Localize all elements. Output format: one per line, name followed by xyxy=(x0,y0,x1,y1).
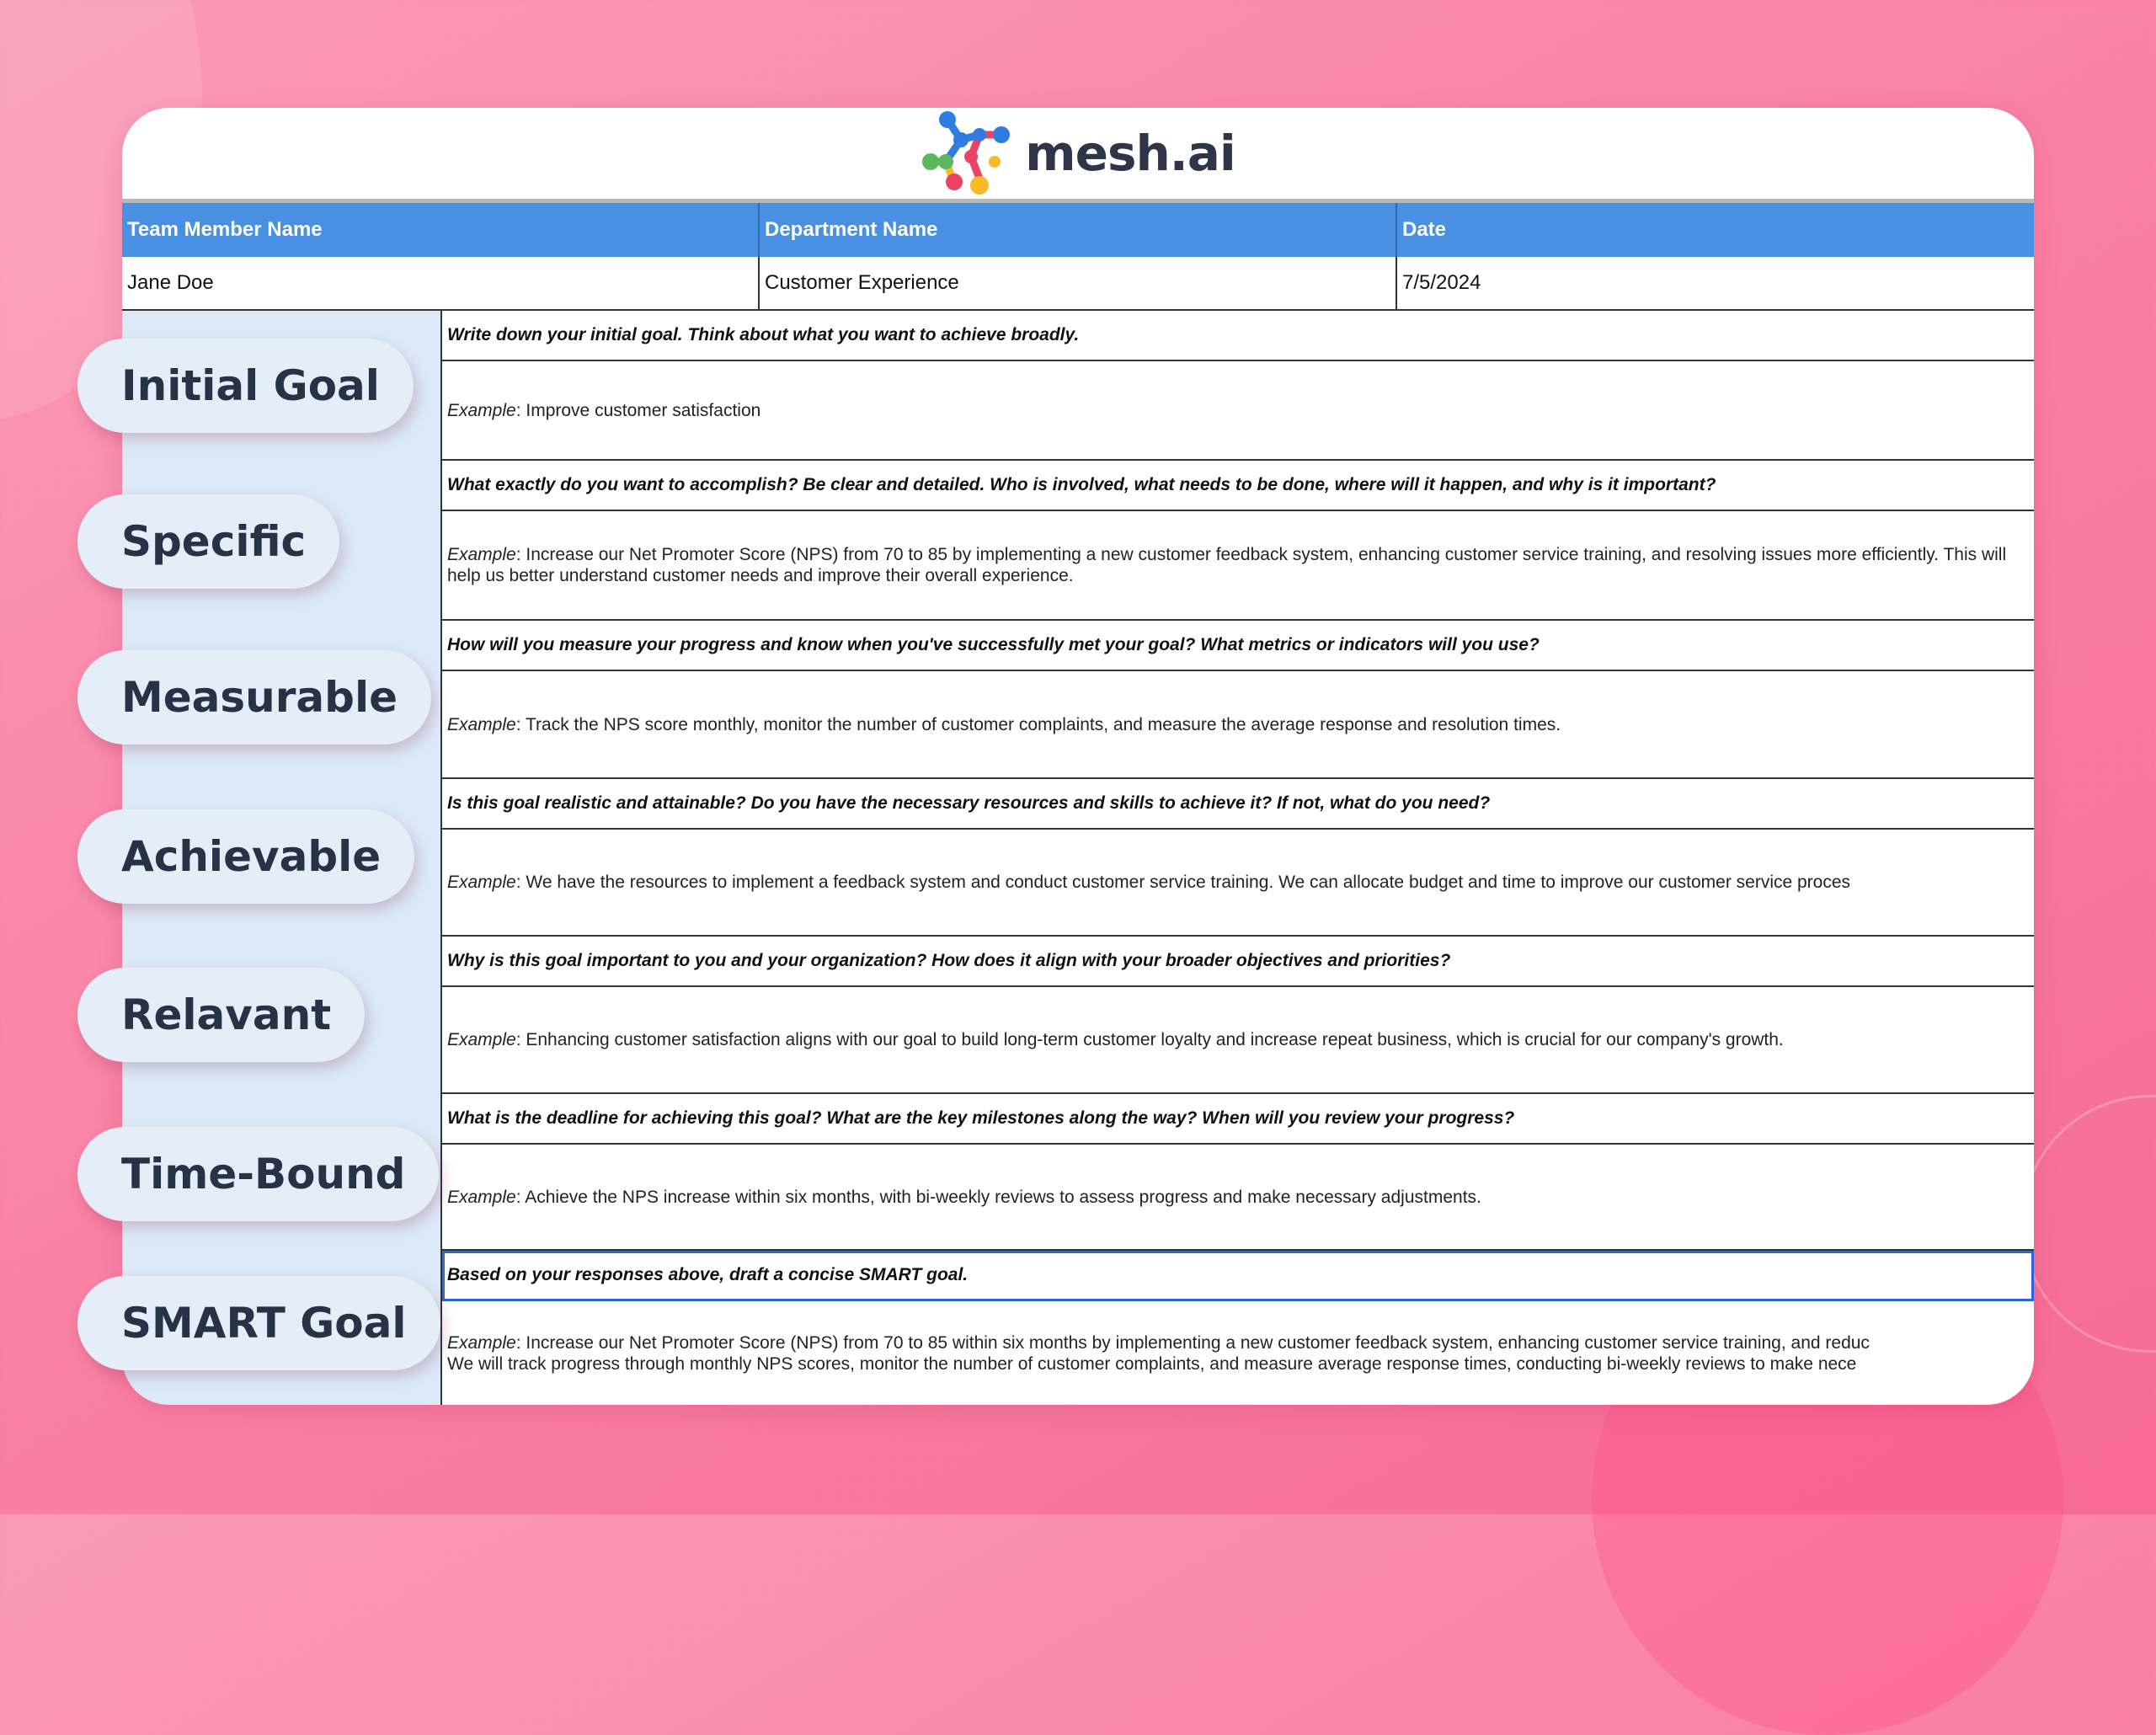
section-smart-goal xyxy=(442,1251,2034,1405)
example-text-line2: We will track progress through monthly NPS scores, monitor the number of customer complaints, and measure average response times, conducting bi-weekly reviews to make nece xyxy=(447,1354,1857,1374)
example-text: : Increase our Net Promoter Score (NPS) from 70 to 85 within six months by implementing a new customer feedback system, enhancing customer service training, and reduc xyxy=(515,1333,1870,1353)
background-ring xyxy=(2021,1095,2156,1353)
label-measurable: Measurable xyxy=(77,650,431,745)
header-cell-department[interactable]: Department Name xyxy=(760,203,1397,257)
section-specific xyxy=(442,461,2034,621)
example-text: : Increase our Net Promoter Score (NPS) from 70 to 85 by implementing a new customer feedback system, enhancing customer service training, and resolving issues more efficiently. This will help us better understand customer needs and improve their overall experience. xyxy=(447,545,2007,585)
example-cell[interactable] xyxy=(442,361,2034,461)
section-time-bound xyxy=(442,1094,2034,1251)
example-text: : We have the resources to implement a feedback system and conduct customer service training. We can allocate budget and time to improve our customer service proces xyxy=(515,873,1851,892)
example-label: Example xyxy=(447,545,516,564)
example-cell[interactable] xyxy=(442,1301,2034,1405)
brand-logo xyxy=(122,108,2034,199)
example-text: : Achieve the NPS increase within six months, with bi-weekly reviews to assess progress and make necessary adjustments. xyxy=(515,1187,1481,1207)
example-text: : Improve customer satisfaction xyxy=(515,400,761,420)
prompt-cell[interactable]: How will you measure your progress and know when you've successfully met your goal? What metrics or indicators will you use? xyxy=(442,621,2034,671)
example-text: : Enhancing customer satisfaction aligns with our goal to build long-term customer loyalty and increase repeat business, which is crucial for our company's growth. xyxy=(515,1030,1784,1049)
info-row xyxy=(122,257,2034,311)
example-label: Example xyxy=(447,400,516,420)
label-initial-goal: Initial Goal xyxy=(77,339,414,433)
prompt-cell[interactable]: What is the deadline for achieving this goal? What are the key milestones along the way? When will you review your progress? xyxy=(442,1094,2034,1145)
example-label: Example xyxy=(447,1030,516,1049)
prompt-cell[interactable]: What exactly do you want to accomplish? Be clear and detailed. Who is involved, what needs to be done, where will it happen, and why is it important? xyxy=(442,461,2034,511)
label-smart-goal: SMART Goal xyxy=(77,1276,440,1370)
example-text: : Track the NPS score monthly, monitor the number of customer complaints, and measure the average response and resolution times. xyxy=(515,714,1561,734)
header-cell-team-member[interactable]: Team Member Name xyxy=(122,203,760,257)
prompt-cell[interactable]: Write down your initial goal. Think about what you want to achieve broadly. xyxy=(442,311,2034,361)
example-cell[interactable] xyxy=(442,511,2034,621)
brand-name: mesh.ai xyxy=(1025,125,1235,182)
section-relevant xyxy=(442,937,2034,1094)
mesh-logo-icon xyxy=(921,109,1013,197)
label-relevant: Relavant xyxy=(77,968,365,1062)
label-specific: Specific xyxy=(77,494,339,589)
header-cell-date[interactable]: Date xyxy=(1402,218,1447,241)
example-label: Example xyxy=(447,714,516,734)
example-label: Example xyxy=(447,873,516,892)
cell-date[interactable]: 7/5/2024 xyxy=(1402,271,1481,294)
example-cell[interactable] xyxy=(442,671,2034,779)
example-cell[interactable] xyxy=(442,830,2034,937)
example-cell[interactable] xyxy=(442,1145,2034,1251)
table-header-row xyxy=(122,203,2034,257)
example-label: Example xyxy=(447,1187,516,1207)
section-achievable xyxy=(442,779,2034,937)
prompt-cell[interactable]: Is this goal realistic and attainable? Do you have the necessary resources and skills to achieve it? If not, what do you need? xyxy=(442,779,2034,830)
section-initial-goal xyxy=(442,311,2034,461)
example-cell[interactable] xyxy=(442,987,2034,1094)
prompt-cell-selected[interactable]: Based on your responses above, draft a concise SMART goal. xyxy=(442,1251,2034,1301)
section-measurable xyxy=(442,621,2034,779)
cell-department-name[interactable]: Customer Experience xyxy=(760,257,1397,309)
prompt-cell[interactable]: Why is this goal important to you and your organization? How does it align with your broader objectives and priorities? xyxy=(442,937,2034,987)
label-time-bound: Time-Bound xyxy=(77,1127,439,1221)
label-achievable: Achievable xyxy=(77,809,414,904)
cell-team-member-name[interactable]: Jane Doe xyxy=(122,257,760,309)
example-label: Example xyxy=(447,1333,516,1353)
